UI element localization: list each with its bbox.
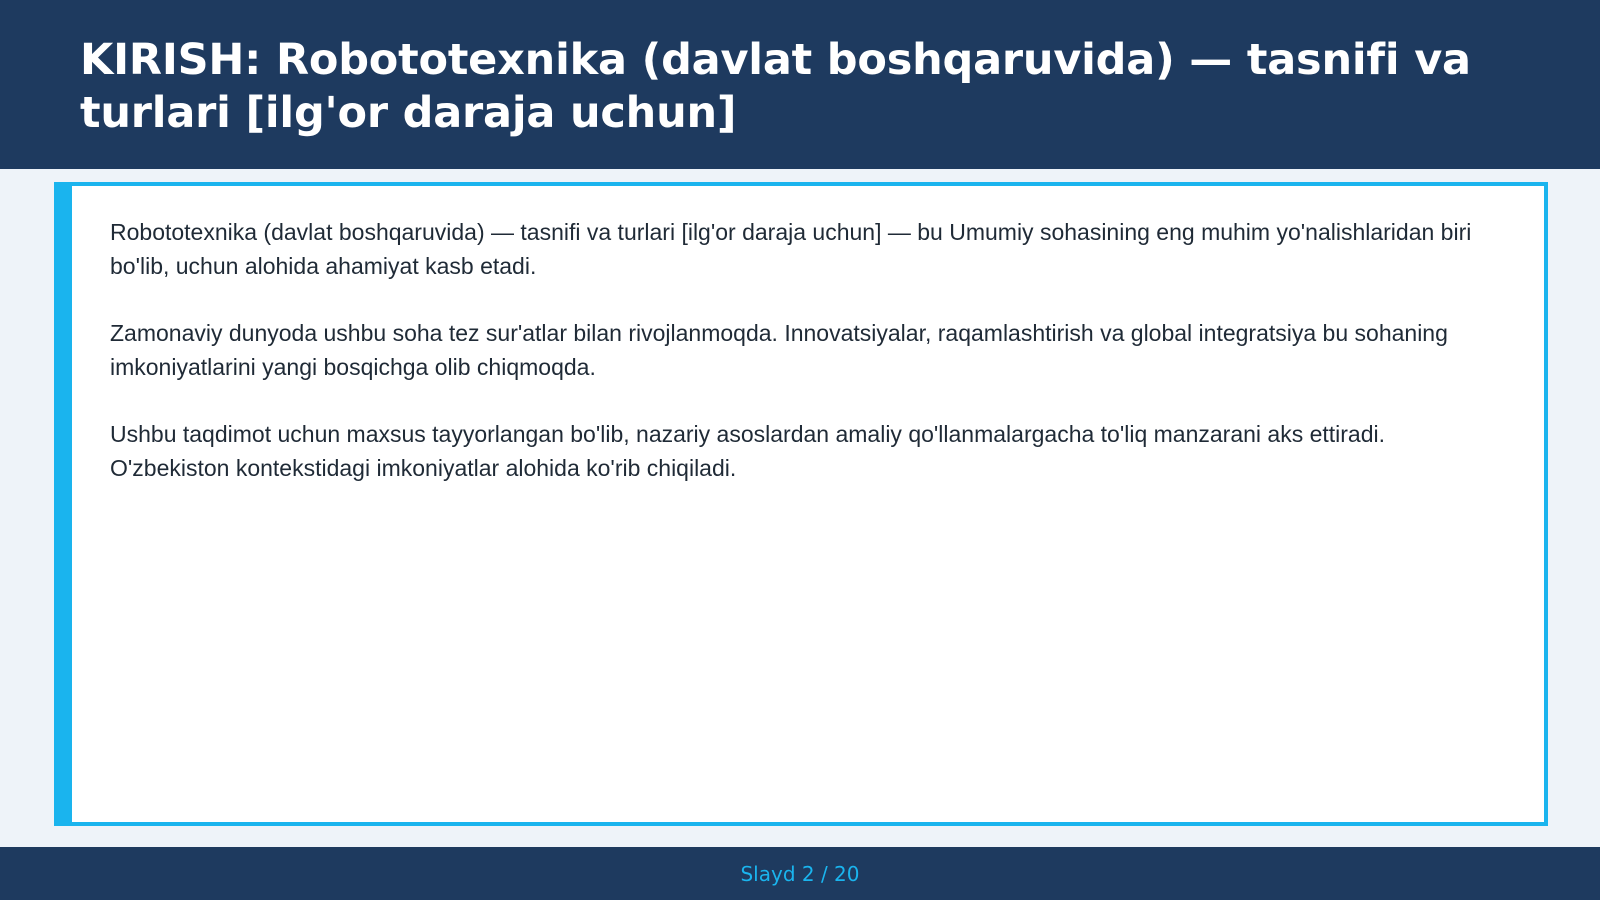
slide-footer: [0, 847, 1600, 900]
content-card: [54, 182, 1548, 826]
slide-title: KIRISH: Robototexnika (davlat boshqaruvida) — tasnifi va turlari [ilg'or daraja uchun]: [80, 35, 1471, 138]
development-paragraph: Zamonaviy dunyoda ushbu soha tez sur'atlar bilan rivojlanmoqda. Innovatsiyalar, raqamlashtirish va global integratsiya bu sohaning imkoniyatlarini yangi bosqichga olib chiqmoqda.: [110, 320, 1448, 380]
presentation-paragraph: Ushbu taqdimot uchun maxsus tayyorlangan bo'lib, nazariy asoslardan amaliy qo'llanmalargacha to'liq manzarani aks ettiradi. O'zbekiston kontekstidagi imkoniyatlar alohida ko'rib chiqiladi.: [110, 421, 1386, 481]
slide-header: [0, 0, 1600, 169]
slide-counter: Slayd 2 / 20: [740, 861, 860, 886]
intro-paragraph: Robototexnika (davlat boshqaruvida) — tasnifi va turlari [ilg'or daraja uchun] — bu Umumiy sohasining eng muhim yo'nalishlaridan biri bo'lib, uchun alohida ahamiyat kasb etadi.: [110, 219, 1472, 279]
